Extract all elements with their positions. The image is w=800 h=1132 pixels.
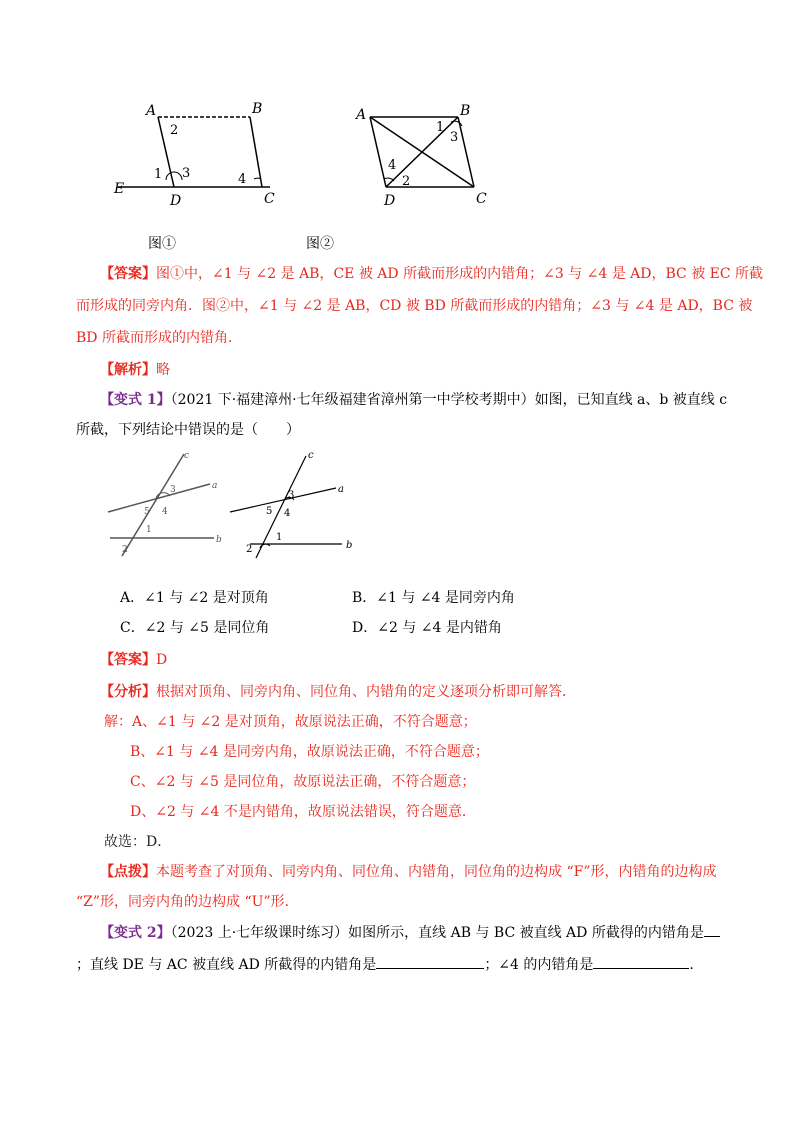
fig3l-label-b: b [216, 535, 222, 545]
fig1-angle-4: 4 [238, 172, 247, 187]
variant1-tag: 【变式 1】 [100, 392, 171, 408]
answer2 [100, 650, 167, 670]
fig3r-angle-1: 1 [276, 532, 283, 543]
fig3r-angle-5: 5 [266, 506, 273, 517]
answer1-text1: 图①中，∠1 与 ∠2 是 AB，CE 被 AD 所截而形成的内错角；∠3 与 ∠4 是 AD，BC 被 EC 所截 [156, 266, 764, 282]
fig3l-angle-3: 3 [170, 485, 176, 495]
fig1-label-b: B [252, 101, 263, 117]
fig2-label-d: D [384, 193, 396, 209]
fig2-angle-2: 2 [402, 174, 411, 189]
fig2-label-a: A [356, 107, 367, 123]
variant1-line1 [100, 390, 727, 410]
analysis2 [100, 682, 576, 702]
answer1-line2: 而形成的同旁内角．图②中，∠1 与 ∠2 是 AB，CD 被 BD 所截而形成的内错角；∠3 与 ∠4 是 AD，BC 被 [76, 298, 753, 314]
figure-3-right [226, 448, 360, 560]
solution-line0: 解：A、∠1 与 ∠2 是对顶角，故原说法正确，不符合题意； [104, 714, 477, 730]
variant1-line2: 所截，下列结论中错误的是（ ） [76, 422, 300, 438]
fig3r-angle-2: 2 [246, 544, 253, 555]
analysis2-text: 根据对顶角、同旁内角、同位角、内错角的定义逐项分析即可解答． [156, 684, 576, 700]
fig2-label-b: B [460, 103, 471, 119]
variant2-blank-2[interactable] [376, 954, 484, 969]
figure-3-left [104, 448, 228, 560]
variant2-text2b: ；∠4 的内错角是 [484, 957, 594, 973]
solution-line1: B、∠1 与 ∠4 是同旁内角，故原说法正确，不符合题意； [130, 744, 489, 760]
fig3r-label-c: c [308, 450, 314, 461]
answer1-line1 [100, 264, 763, 284]
fig3r-label-a: a [338, 484, 344, 495]
variant1-text1: （2021 下·福建漳州·七年级福建省漳州第一中学校考期中）如图，已知直线 a、b 被直线 c [170, 392, 728, 408]
tip-line2: “Z”形，同旁内角的边构成 “U”形． [76, 894, 299, 910]
analysis1 [100, 360, 170, 380]
solution-choose: 故选：D． [104, 834, 172, 850]
variant2-text1: （2023 上·七年级课时练习）如图所示，直线 AB 与 BC 被直线 AD 所截得的内错角是 [170, 925, 704, 941]
variant2-blank-1[interactable] [704, 922, 720, 937]
figure-2-caption: 图② [306, 236, 334, 252]
option-a: A．∠1 与 ∠2 是对顶角 [120, 590, 269, 606]
fig3r-angle-4: 4 [284, 508, 291, 519]
solution-line2: C、∠2 与 ∠5 是同位角，故原说法正确，不符合题意； [130, 774, 476, 790]
figure-1-caption: 图① [148, 236, 176, 252]
analysis1-text: 略 [156, 362, 170, 378]
answer2-text: D [156, 652, 168, 668]
fig1-label-a: A [146, 103, 157, 119]
tip-text1: 本题考查了对顶角、同旁内角、同位角、内错角，同位角的边构成 “F”形，内错角的边构成 [156, 864, 717, 880]
analysis1-tag: 【解析】 [100, 362, 156, 378]
variant2-text2a: ；直线 DE 与 AC 被直线 AD 所截得的内错角是 [76, 957, 377, 973]
analysis2-tag: 【分析】 [100, 684, 156, 700]
option-d: D．∠2 与 ∠4 是内错角 [352, 620, 502, 636]
fig2-label-c: C [476, 191, 487, 207]
fig3l-label-a: a [212, 481, 218, 491]
fig1-angle-3: 3 [182, 166, 191, 181]
tip-tag: 【点拨】 [100, 864, 156, 880]
figure-2 [350, 95, 500, 215]
option-c: C．∠2 与 ∠5 是同位角 [120, 620, 270, 636]
variant2-blank-3[interactable] [593, 954, 689, 969]
fig1-label-d: D [170, 193, 182, 209]
variant2-line1 [100, 922, 720, 943]
fig2-angle-4: 4 [388, 158, 397, 173]
fig3r-label-b: b [346, 540, 353, 551]
fig3l-angle-2: 2 [122, 545, 128, 555]
fig3l-label-c: c [184, 451, 190, 461]
option-b: B．∠1 与 ∠4 是同旁内角 [352, 590, 515, 606]
figure-1 [110, 95, 290, 215]
variant2-line2 [76, 954, 694, 975]
fig3l-angle-1: 1 [146, 525, 152, 535]
fig1-label-c: C [264, 191, 275, 207]
variant2-tag: 【变式 2】 [100, 925, 171, 941]
fig3l-angle-5: 5 [144, 507, 150, 517]
fig3r-angle-3: 3 [288, 490, 295, 501]
fig2-angle-3: 3 [450, 130, 459, 145]
answer1-line3: BD 所截而形成的内错角． [76, 330, 242, 346]
answer1-tag: 【答案】 [100, 266, 156, 282]
tip-line1 [100, 862, 716, 882]
fig1-angle-1: 1 [154, 167, 163, 182]
fig1-angle-2: 2 [170, 123, 179, 138]
answer2-tag: 【答案】 [100, 652, 156, 668]
fig3l-angle-4: 4 [162, 507, 168, 517]
fig1-label-e: E [114, 181, 125, 197]
solution-line3: D、∠2 与 ∠4 不是内错角，故原说法错误，符合题意． [130, 804, 476, 820]
variant2-text2c: . [689, 957, 694, 973]
fig2-angle-1: 1 [436, 120, 445, 135]
